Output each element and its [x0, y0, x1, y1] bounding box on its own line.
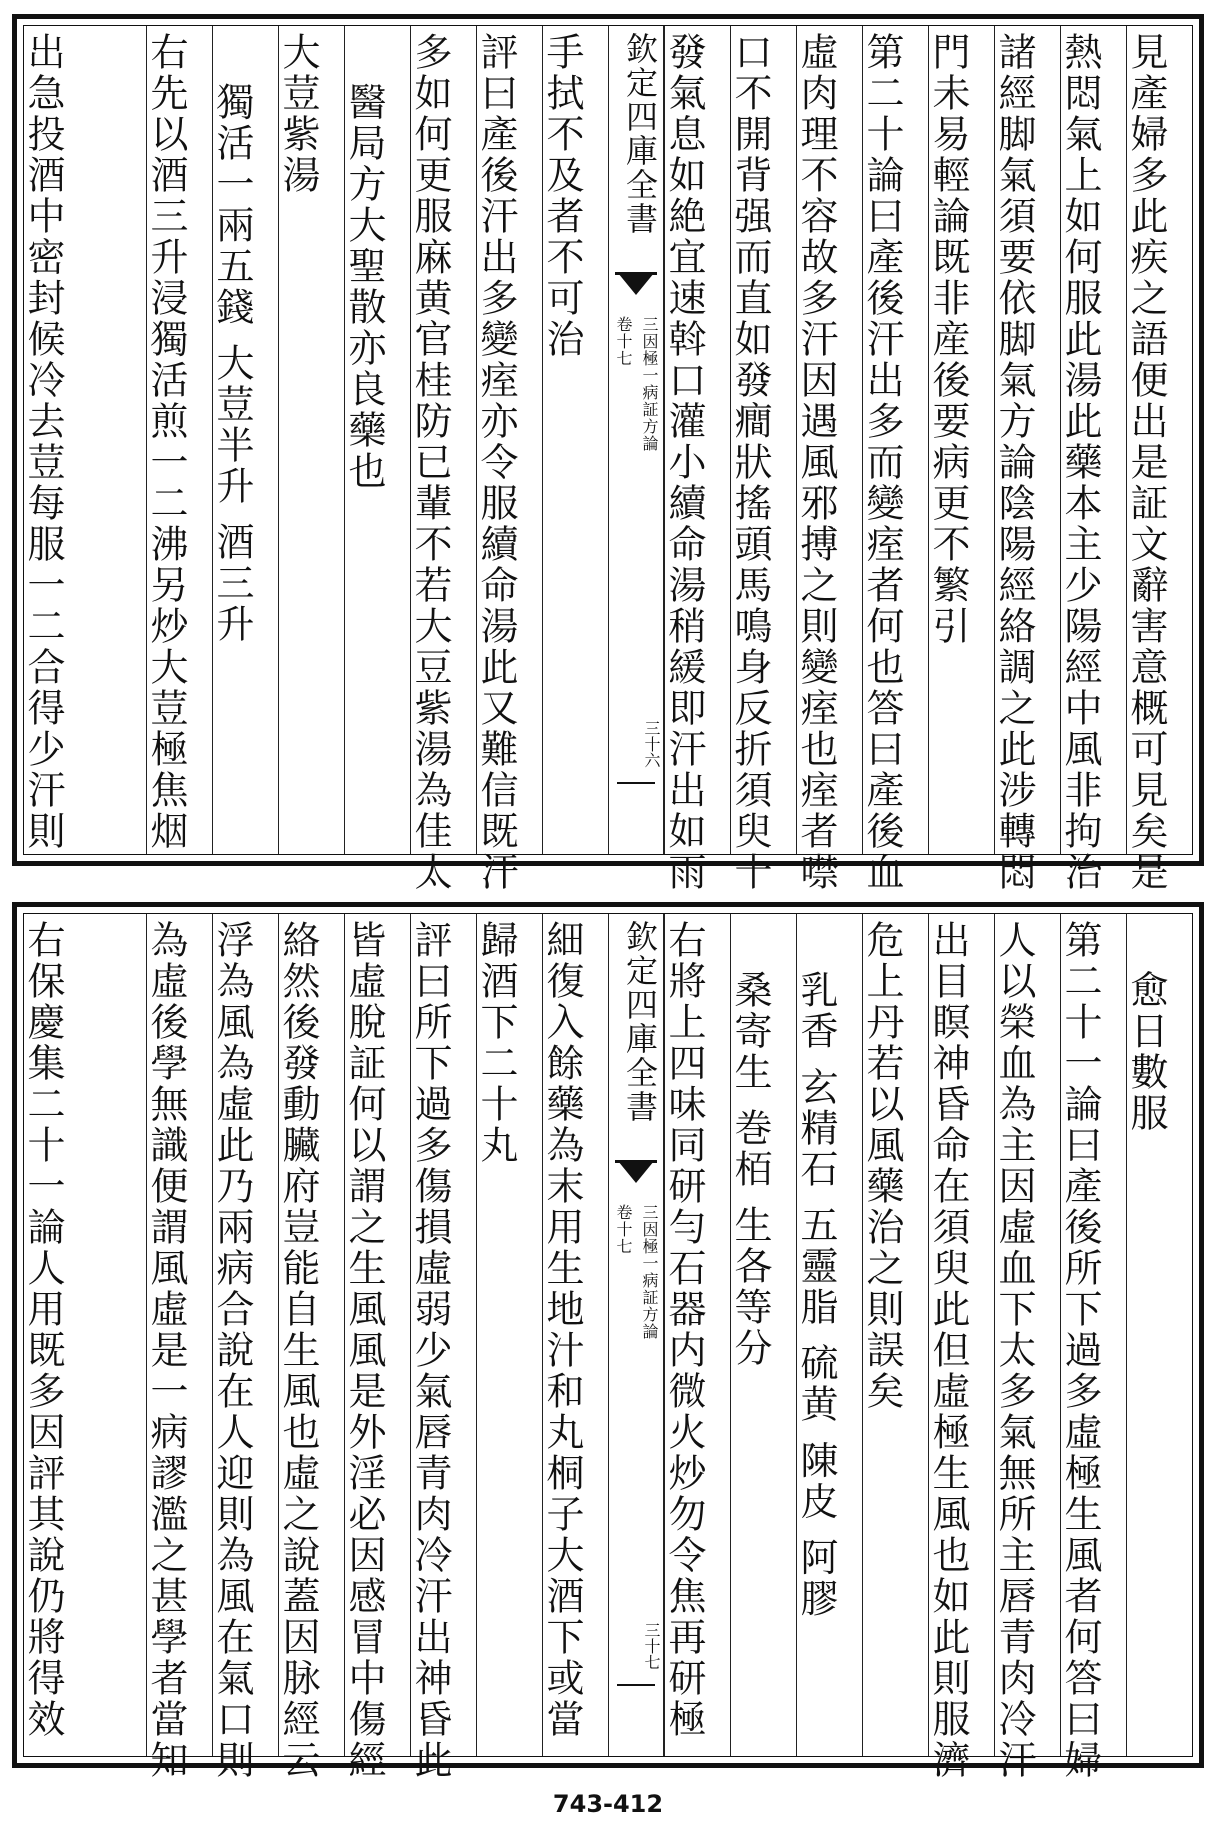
text-column	[794, 26, 862, 893]
column-text: 熱悶氣上如何服此湯此藥本主少陽經中風非拘治	[1058, 32, 1102, 893]
column-text: 醫局方大聖散亦良藥也	[342, 82, 386, 492]
column-text: 第二十一論曰產後所下過多虛極生風者何答曰婦	[1058, 920, 1102, 1781]
text-column	[210, 914, 278, 1781]
gutter-title: 欽定四庫全書	[621, 32, 659, 236]
text-column	[474, 26, 542, 893]
column-text: 右先以酒三升浸獨活煎一二沸另炒大荳極焦烟	[144, 32, 188, 852]
text-column	[860, 26, 928, 893]
column-text: 出目瞑神昏命在須臾此但虛極生風也如此則服濟	[926, 920, 970, 1781]
text-column	[408, 26, 476, 893]
column-text: 發氣息如絶宜速斡口灌小續命湯稍緩即汗出如雨	[662, 32, 706, 893]
column-text: 第二十論曰產後汗出多而變痓者何也答曰產後血	[860, 32, 904, 893]
column-text: 大荳紫湯	[276, 32, 320, 196]
gutter-rule	[617, 782, 655, 784]
column-text: 評曰所下過多傷損虛弱少氣唇青肉冷汗出神昏此	[408, 920, 452, 1781]
text-column	[542, 26, 608, 854]
gutter-rule	[617, 1684, 655, 1686]
gutter-page-number: 三十七	[642, 1622, 661, 1670]
text-column	[992, 914, 1060, 1781]
text-column	[928, 26, 994, 854]
column-text: 評曰產後汗出多變痓亦令服續命湯此又難信既汗	[474, 32, 518, 893]
column-text: 為虛後學無識便謂風虛是一病謬濫之甚學者當知	[144, 920, 188, 1781]
upper-page	[12, 14, 1204, 893]
column-text: 多如何更服麻黄官桂防已輩不若大豆紫湯為佳太	[408, 32, 452, 893]
gutter-volume: 卷十七	[614, 316, 633, 367]
text-column	[408, 914, 476, 1781]
text-column	[1126, 914, 1192, 1756]
text-column	[730, 914, 796, 1756]
page-footer-number: 743-412	[552, 1790, 664, 1818]
gutter-volume: 卷十七	[614, 1204, 633, 1255]
column-text: 見產婦多此疾之語便出是証文辭害意概可見矣是	[1124, 32, 1168, 893]
text-column	[796, 914, 862, 1756]
column-text: 乳香 玄精石 五靈脂 硫黄 陳皮 阿膠	[794, 970, 838, 1620]
center-gutter	[608, 914, 664, 1756]
column-text: 虛肉理不容故多汗因遇風邪搏之則變痓也痓者噤	[794, 32, 838, 893]
upper-page-text-frame	[21, 25, 1193, 893]
column-text: 絡然後發動臟府豈能自生風也虛之說蓋因脉經云	[276, 920, 320, 1781]
column-text: 浮為風為虛此乃兩病合說在人迎則為風在氣口則	[210, 920, 254, 1781]
column-text: 諸經脚氣須要依脚氣方論陰陽經絡調之此涉轉悶	[992, 32, 1036, 893]
fishtail-mark-icon	[615, 272, 657, 305]
lower-page-text-frame	[21, 913, 1193, 1781]
text-column	[926, 914, 994, 1781]
column-text: 手拭不及者不可治	[540, 32, 584, 360]
text-column	[476, 914, 542, 1756]
text-column	[1058, 26, 1126, 893]
column-text: 危上丹若以風藥治之則誤矣	[860, 920, 904, 1412]
text-column	[21, 914, 146, 1756]
column-text: 獨活一兩五錢 大荳半升 酒三升	[210, 82, 254, 646]
column-text: 桑寄生 巻栢 生各等分	[728, 970, 772, 1370]
lower-page	[12, 902, 1204, 1781]
text-column	[276, 914, 344, 1781]
text-column	[144, 914, 212, 1781]
text-column	[278, 26, 344, 854]
text-column	[146, 26, 212, 854]
column-text: 人以榮血為主因虛血下太多氣無所主唇青肉冷汗	[992, 920, 1036, 1781]
column-text: 右將上四味同研勻石器内微火炒勿令焦再研極	[662, 920, 706, 1740]
gutter-book-title: 三因極一病証方論	[640, 316, 659, 452]
text-column	[862, 914, 928, 1756]
text-column	[344, 26, 410, 854]
column-text: 口不開背强而直如發癎狀搖頭馬鳴身反折須臾十	[728, 32, 772, 893]
column-text: 出急投酒中密封候冷去荳每服一二合得少汗則	[21, 32, 65, 852]
column-text: 細復入餘藥為末用生地汁和丸桐子大酒下或當	[540, 920, 584, 1740]
text-column	[342, 914, 410, 1781]
text-column	[212, 26, 278, 854]
gutter-book-title: 三因極一病証方論	[640, 1204, 659, 1340]
text-column	[992, 26, 1060, 893]
column-text: 愈日數服	[1124, 970, 1168, 1134]
column-text: 右保慶集二十一論人用既多因評其說仍將得效	[21, 920, 65, 1740]
text-column	[1058, 914, 1126, 1781]
gutter-title: 欽定四庫全書	[621, 920, 659, 1124]
text-column	[542, 914, 608, 1756]
text-column	[662, 26, 730, 893]
fishtail-mark-icon	[615, 1160, 657, 1193]
text-column	[664, 914, 730, 1756]
text-column	[728, 26, 796, 893]
column-text: 皆虛脫証何以謂之生風風是外淫必因感冒中傷經	[342, 920, 386, 1781]
column-text: 門未易輕論既非産後要病更不繁引	[926, 32, 970, 647]
text-column	[21, 26, 146, 854]
center-gutter	[608, 26, 664, 854]
text-column	[1124, 26, 1192, 893]
column-text: 歸酒下二十丸	[474, 920, 518, 1166]
gutter-page-number: 三十六	[642, 720, 661, 768]
